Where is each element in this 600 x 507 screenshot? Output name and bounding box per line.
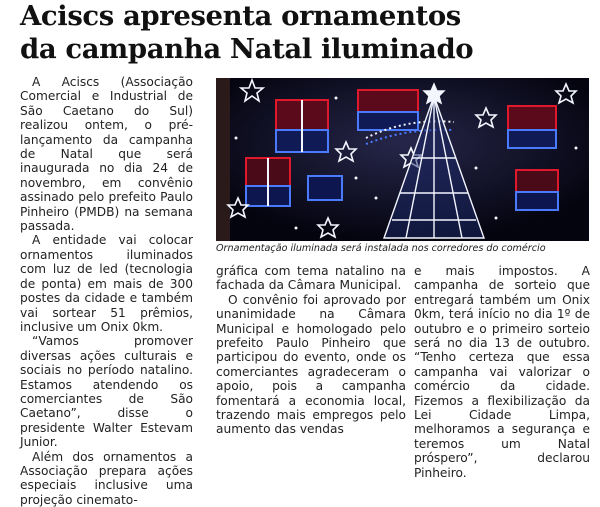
- paragraph: A Aciscs (Associação Comercial e Industrial de São Caetano do Sul) realizou ontem, o pré-lançamento da campanha de Natal que será inaugurada no dia 24 de novembro, em convênio assinado pelo prefeito Paulo Pinheiro (PMDB) na semana passada.: [20, 75, 193, 234]
- christmas-lights-photo: [216, 78, 589, 241]
- article-column-2: [216, 264, 406, 437]
- paragraph: Além dos ornamentos a Associação prepara ações especiais inclusive uma projeção cinemato-: [20, 449, 193, 507]
- article-column-3: [414, 264, 590, 480]
- paragraph: “Vamos promover diversas ações culturais e sociais no período natalino. Estamos atendendo os comerciantes de São Caetano”, disse o presidente Walter Estevam Junior.: [20, 334, 193, 450]
- christmas-lights-illustration: [216, 78, 589, 241]
- article-column-1: [20, 75, 193, 507]
- paragraph: O convênio foi aprovado por unanimidade na Câmara Municipal e homologado pelo prefeito Paulo Pinheiro que participou do evento, onde os comerciantes agradeceram o apoio, pois a campanha fomentará a economia local, trazendo mais empregos pelo aumento das vendas: [216, 292, 406, 437]
- headline: [0, 0, 600, 66]
- paragraph: gráfica com tema natalino na fachada da Câmara Municipal.: [216, 264, 406, 293]
- paragraph: e mais impostos. A campanha de sorteio que entregará também um Onix 0km, terá início no dia 1º de outubro e o primeiro sorteio será no dia 13 de outubro. “Tenho certeza que essa campanha vai valorizar o comércio da cidade. Fizemos a flexibilização da Lei Cidade Limpa, melhoramos a segurança e teremos um Natal próspero”, declarou Pinheiro.: [414, 264, 590, 480]
- paragraph: A entidade vai colocar ornamentos iluminados com luz de led (tecnologia de ponta) em mais de 300 postes da cidade e também vai sortear 51 prêmios, inclusive um Onix 0km.: [20, 233, 193, 334]
- photo-caption: Ornamentação iluminada será instalada nos corredores do comércio: [216, 243, 546, 254]
- headline-line-2: da campanha Natal iluminado: [20, 33, 474, 65]
- headline-line-1: Aciscs apresenta ornamentos: [20, 0, 461, 32]
